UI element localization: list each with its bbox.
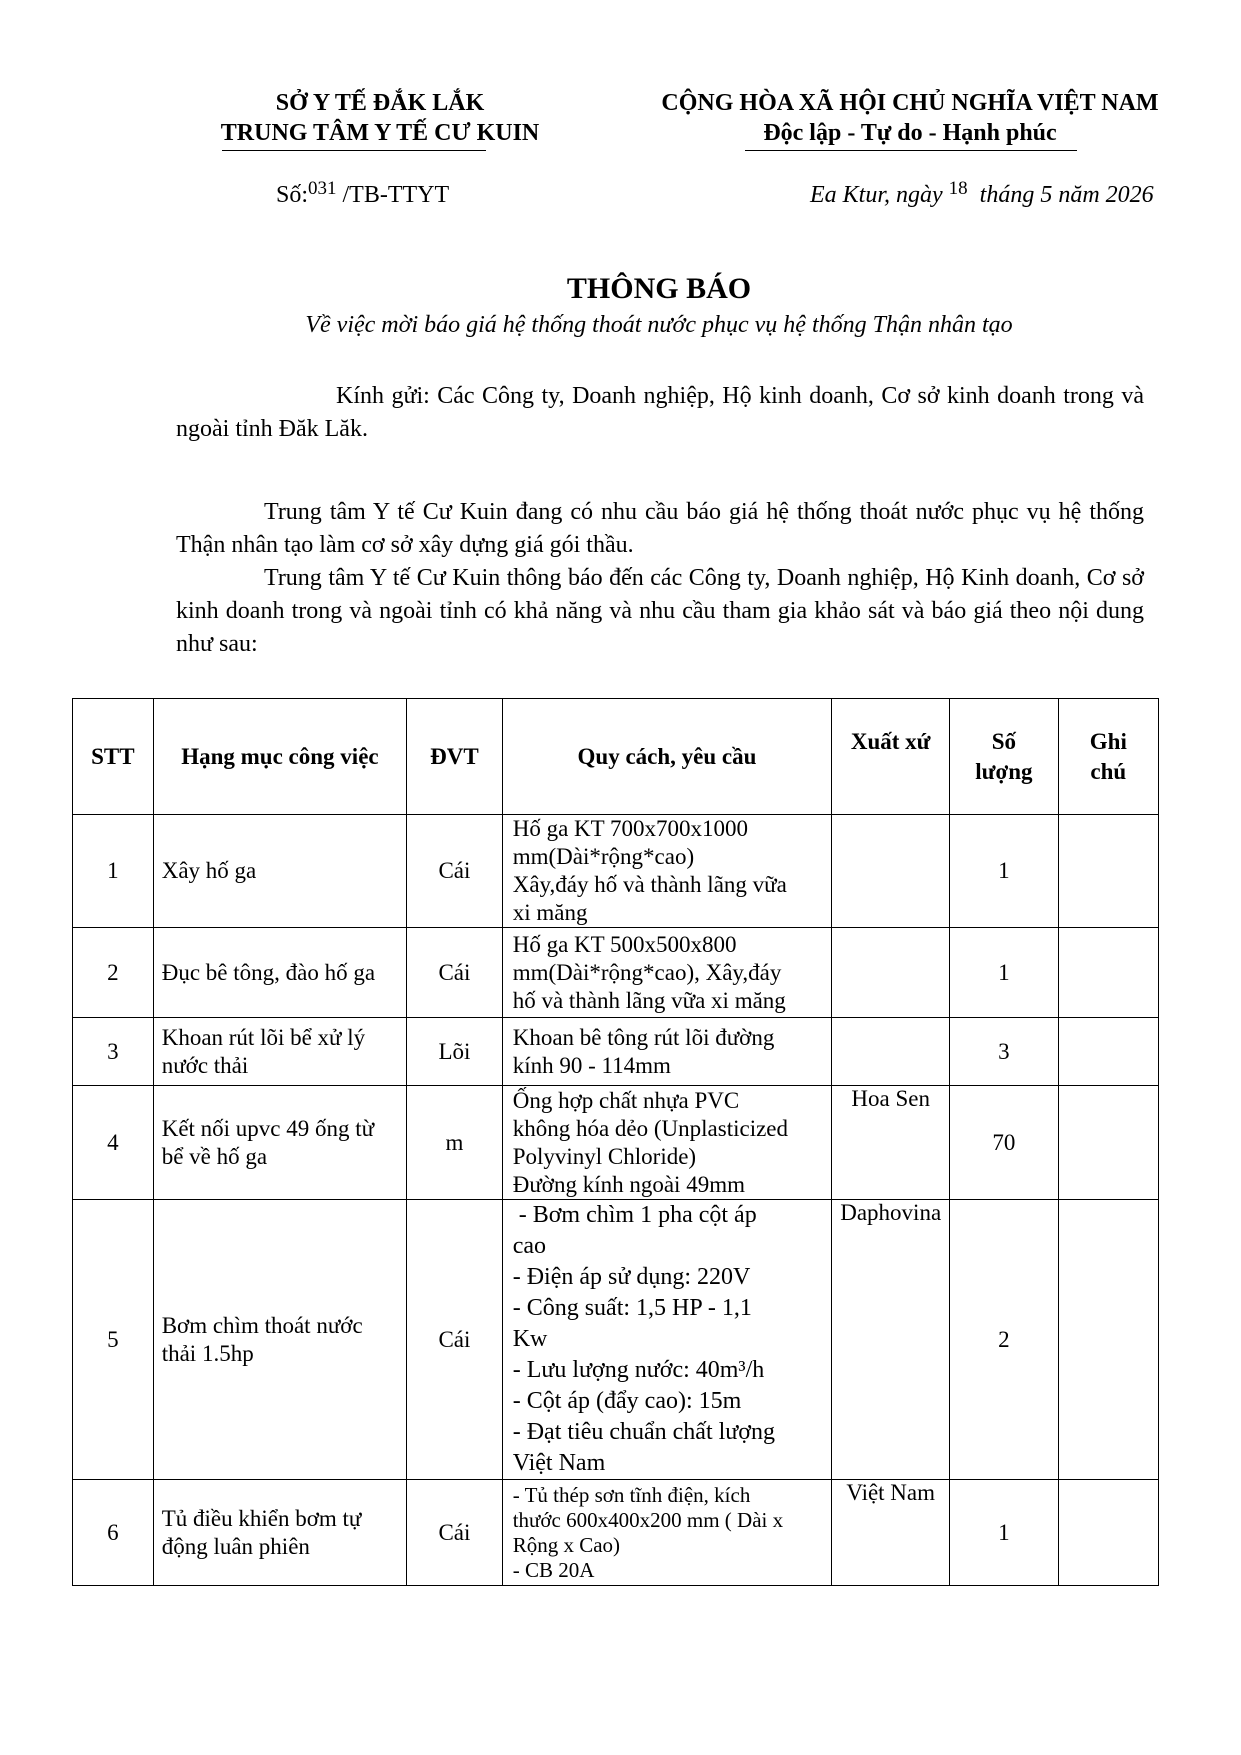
header-item: Hạng mục công việc <box>153 699 406 815</box>
header-stt: STT <box>73 699 154 815</box>
spec-line: - Tủ thép sơn tĩnh điện, kích <box>512 1482 751 1507</box>
items-table <box>72 698 1159 1586</box>
spec-line: kính 90 - 114mm <box>512 1052 671 1078</box>
cell-spec <box>502 1480 832 1586</box>
cell-item <box>153 1200 406 1480</box>
cell-quantity: 1 <box>950 1480 1059 1586</box>
cell-note <box>1058 1480 1158 1586</box>
cell-unit: Cái <box>407 1480 503 1586</box>
item-line: Xây hố ga <box>161 858 257 883</box>
cell-stt: 6 <box>73 1480 154 1586</box>
place-and-date <box>810 180 1154 212</box>
cell-quantity: 70 <box>950 1086 1059 1200</box>
cell-spec <box>502 928 832 1018</box>
spec-line: - Cột áp (đẩy cao): 15m <box>512 1388 742 1414</box>
org-line-1: SỞ Y TẾ ĐẮK LẮK <box>275 90 485 116</box>
spec-line: Xây,đáy hố và thành lãng vữa <box>512 872 787 897</box>
document-subtitle: Về việc mời báo giá hệ thống thoát nước phục vụ hệ thống Thận nhân tạo <box>305 312 1013 338</box>
cell-stt: 4 <box>73 1086 154 1200</box>
table-row <box>73 1086 1159 1200</box>
cell-note <box>1058 1086 1158 1200</box>
cell-item <box>153 928 406 1018</box>
item-line: nước thải <box>161 1052 249 1078</box>
cell-quantity: 3 <box>950 1018 1059 1086</box>
item-line: Khoan rút lõi bể xử lý <box>161 1024 366 1050</box>
spec-line: - Điện áp sử dụng: 220V <box>512 1264 751 1290</box>
cell-note <box>1058 1018 1158 1086</box>
cell-origin: Daphovina <box>832 1200 950 1480</box>
cell-note <box>1058 928 1158 1018</box>
spec-line: không hóa dẻo (Unplasticized <box>512 1115 788 1141</box>
cell-item <box>153 1086 406 1200</box>
table-row <box>73 815 1159 928</box>
cell-origin <box>832 928 950 1018</box>
table-row <box>73 928 1159 1018</box>
spec-line: Đường kính ngoài 49mm <box>512 1171 745 1197</box>
org-underline <box>222 150 486 151</box>
spec-line: - Bơm chìm 1 pha cột áp <box>512 1202 757 1228</box>
cell-spec <box>502 1018 832 1086</box>
cell-origin: Hoa Sen <box>832 1086 950 1200</box>
header-note-line-2: chú <box>1090 758 1127 784</box>
spec-line: thước 600x400x200 mm ( Dài x <box>512 1507 784 1532</box>
spec-line: Khoan bê tông rút lõi đường <box>512 1024 775 1050</box>
header-spec: Quy cách, yêu cầu <box>502 699 832 815</box>
spec-line: - Đạt tiêu chuẩn chất lượng <box>512 1419 775 1445</box>
cell-origin <box>832 815 950 928</box>
document-number <box>276 180 449 212</box>
cell-spec <box>502 1200 832 1480</box>
doc-number-value: 031 <box>308 178 337 199</box>
date-month-year: tháng 5 năm 2026 <box>979 182 1154 208</box>
cell-origin <box>832 1018 950 1086</box>
header-note <box>1058 699 1158 815</box>
cell-note <box>1058 815 1158 928</box>
cell-quantity: 1 <box>950 928 1059 1018</box>
item-line: Bơm chìm thoát nước <box>161 1312 363 1338</box>
cell-note <box>1058 1200 1158 1480</box>
cell-unit: m <box>407 1086 503 1200</box>
cell-origin: Việt Nam <box>832 1480 950 1586</box>
date-day: 18 <box>948 178 968 199</box>
national-title <box>640 88 1180 148</box>
item-line: thải 1.5hp <box>161 1340 254 1366</box>
spec-line: mm(Dài*rộng*cao), Xây,đáy <box>512 959 782 985</box>
spec-line: - Lưu lượng nước: 40m³/h <box>512 1357 765 1383</box>
spec-line: mm(Dài*rộng*cao) <box>512 844 695 869</box>
cell-quantity: 2 <box>950 1200 1059 1480</box>
header-qty-line-1: Số <box>991 728 1017 754</box>
header-qty-line-2: lượng <box>975 758 1033 784</box>
cell-spec <box>502 815 832 928</box>
motto-underline <box>745 150 1077 151</box>
cell-item <box>153 1018 406 1086</box>
cell-quantity: 1 <box>950 815 1059 928</box>
spec-line: Rộng x Cao) <box>512 1532 621 1557</box>
doc-number-suffix: /TB-TTYT <box>342 182 450 208</box>
cell-unit: Cái <box>407 928 503 1018</box>
spec-line: Việt Nam <box>512 1450 606 1476</box>
spec-line: - Công suất: 1,5 HP - 1,1 <box>512 1295 752 1321</box>
nation-line-1: CỘNG HÒA XÃ HỘI CHỦ NGHĨA VIỆT NAM <box>661 90 1159 116</box>
item-line: động luân phiên <box>161 1533 310 1559</box>
item-line: bể về hố ga <box>161 1143 268 1169</box>
cell-stt: 3 <box>73 1018 154 1086</box>
header-unit: ĐVT <box>407 699 503 815</box>
spec-line: Hố ga KT 700x700x1000 <box>512 816 749 841</box>
spec-line: hố và thành lãng vữa xi măng <box>512 987 786 1013</box>
table-row <box>73 1200 1159 1480</box>
table-header-row <box>73 699 1159 815</box>
header-origin: Xuất xứ <box>832 699 950 815</box>
item-line: Tủ điều khiển bơm tự <box>161 1505 362 1531</box>
cell-unit: Cái <box>407 1200 503 1480</box>
header-note-line-1: Ghi <box>1089 728 1127 754</box>
doc-number-prefix: Số: <box>276 182 309 208</box>
spec-line: - CB 20A <box>512 1557 595 1582</box>
table-row <box>73 1480 1159 1586</box>
cell-spec <box>502 1086 832 1200</box>
spec-line: Ống hợp chất nhựa PVC <box>512 1087 740 1113</box>
cell-item <box>153 1480 406 1586</box>
org-line-2: TRUNG TÂM Y TẾ CƯ KUIN <box>220 120 540 146</box>
place-date-prefix: Ea Ktur, ngày <box>810 182 943 208</box>
spec-line: Kw <box>512 1326 548 1352</box>
body-paragraph-1: Trung tâm Y tế Cư Kuin đang có nhu cầu báo giá hệ thống thoát nước phục vụ hệ thống Thận nhân tạo làm cơ sở xây dựng giá gói thầu. <box>176 499 1144 558</box>
spec-line: Hố ga KT 500x500x800 <box>512 931 737 957</box>
spec-line: cao <box>512 1233 547 1259</box>
spec-line: xi măng <box>512 900 588 925</box>
document-title: THÔNG BÁO <box>566 272 752 305</box>
item-line: Kết nối upvc 49 ống từ <box>161 1115 375 1141</box>
cell-stt: 2 <box>73 928 154 1018</box>
table-row <box>73 1018 1159 1086</box>
spec-line: Polyvinyl Chloride) <box>512 1143 697 1169</box>
item-line: Đục bê tông, đào hố ga <box>161 959 376 985</box>
cell-unit: Cái <box>407 815 503 928</box>
cell-stt: 5 <box>73 1200 154 1480</box>
body-paragraph-2: Trung tâm Y tế Cư Kuin thông báo đến các Công ty, Doanh nghiệp, Hộ Kinh doanh, Cơ sở kinh doanh trong và ngoài tỉnh có khả năng và nhu cầu tham gia khảo sát và báo giá theo nội dung như sau: <box>176 565 1144 657</box>
cell-stt: 1 <box>73 815 154 928</box>
issuing-organization <box>150 88 610 148</box>
cell-unit: Lõi <box>407 1018 503 1086</box>
nation-line-2: Độc lập - Tự do - Hạnh phúc <box>763 120 1057 146</box>
cell-item <box>153 815 406 928</box>
header-quantity <box>950 699 1059 815</box>
recipient-paragraph: Kính gửi: Các Công ty, Doanh nghiệp, Hộ kinh doanh, Cơ sở kinh doanh trong và ngoài tỉnh Đăk Lăk. <box>176 383 1144 442</box>
